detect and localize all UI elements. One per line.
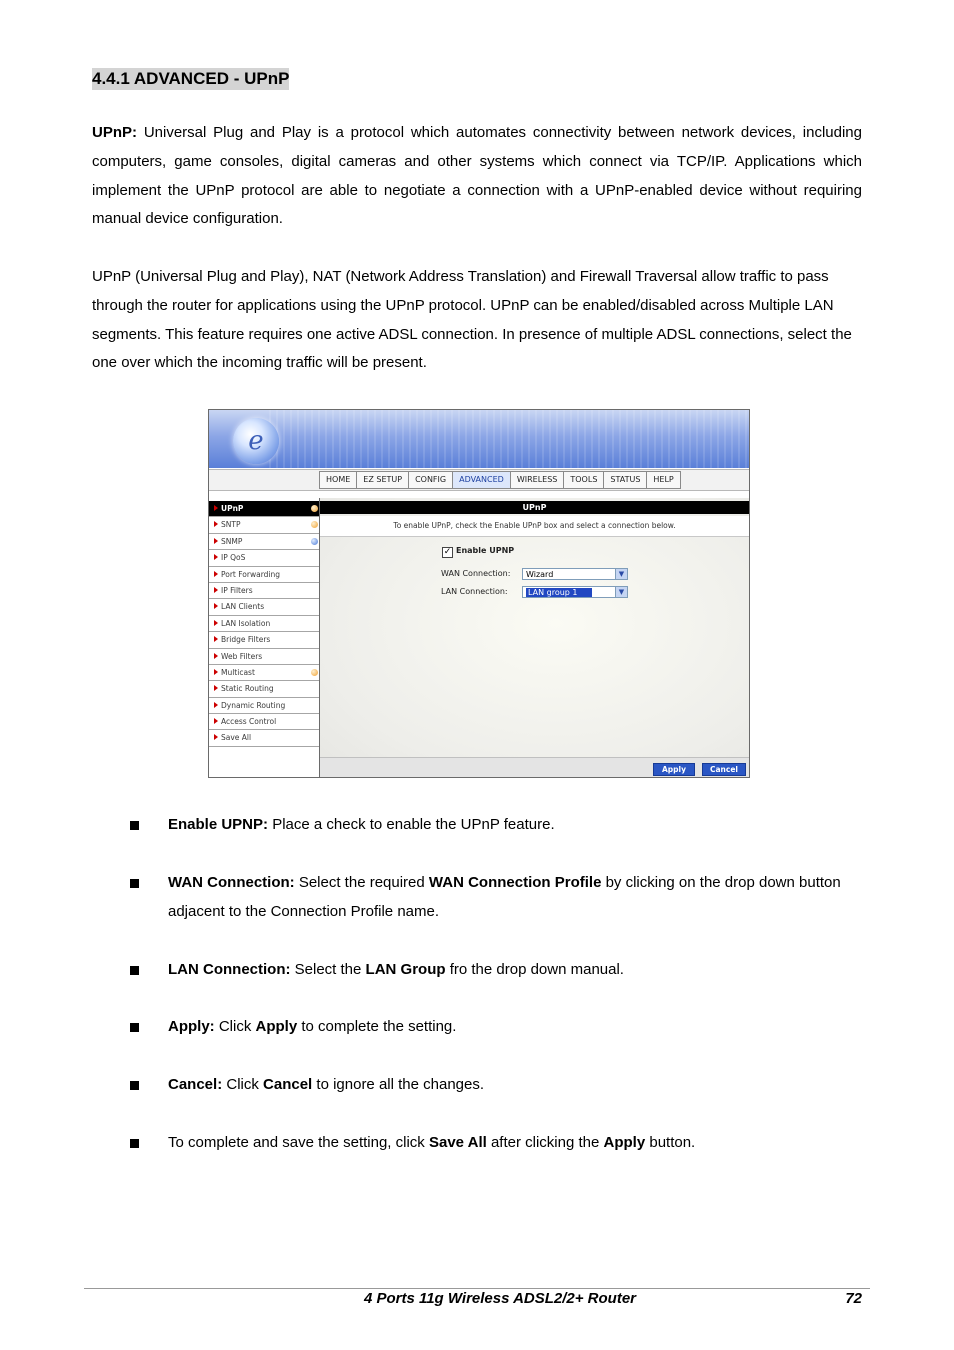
bullet-text: to complete the setting. [297, 1018, 457, 1035]
bullet-term: LAN Connection: [168, 961, 291, 978]
menu-item-upnp[interactable] [209, 501, 319, 517]
tab-wireless[interactable]: WIRELESS [510, 471, 565, 489]
menu-item-label: IP Filters [221, 585, 253, 595]
menu-item-lan-isolation[interactable] [209, 616, 319, 632]
status-dot-icon [311, 521, 318, 528]
menu-item-label: LAN Isolation [221, 618, 271, 628]
content-panel [320, 498, 749, 777]
menu-item-label: Multicast [221, 667, 255, 677]
menu-item-web-filters[interactable] [209, 649, 319, 665]
enable-upnp-checkbox[interactable]: ✓ [443, 547, 452, 557]
intro-paragraph [92, 119, 862, 234]
menu-item-label: Bridge Filters [221, 635, 271, 645]
lan-connection-value: LAN group 1 [526, 588, 592, 597]
bullet-item [168, 1013, 862, 1042]
apply-button[interactable]: Apply [653, 763, 695, 776]
arrow-right-icon [214, 521, 218, 527]
arrow-right-icon [214, 653, 218, 659]
bullet-term: Save All [428, 1134, 487, 1151]
bullet-term: Apply [603, 1134, 646, 1151]
bullet-term: Cancel: [168, 1076, 223, 1093]
bullet-square-icon [130, 966, 139, 975]
menu-item-ip-qos[interactable] [209, 550, 319, 566]
menu-item-label: Port Forwarding [221, 569, 281, 579]
left-menu [209, 498, 320, 777]
bullet-text: Select the [290, 961, 366, 978]
menu-item-snmp[interactable] [209, 534, 319, 550]
chevron-down-icon: ▼ [615, 587, 627, 597]
intro-text: Universal Plug and Play is a protocol which automates connectivity between network devices, including computers, game consoles, digital cameras and other systems which connect via TCP/IP. Applications which implement the UPnP protocol are able to negotiate a connection with a UPnP-enabled device without requiring manual device configuration. [92, 124, 862, 228]
menu-item-sntp[interactable] [209, 517, 319, 533]
panel-instruction: To enable UPnP, check the Enable UPnP box and select a connection below. [320, 516, 749, 537]
status-dot-icon [311, 669, 318, 676]
bullet-text: Click [222, 1076, 264, 1093]
bullet-term: Enable UPNP: [168, 816, 269, 833]
menu-item-label: Access Control [221, 717, 277, 727]
menu-item-label: Dynamic Routing [221, 700, 286, 710]
footer-title: 4 Ports 11g Wireless ADSL2/2+ Router [363, 1290, 637, 1307]
menu-item-multicast[interactable] [209, 665, 319, 681]
chevron-down-icon: ▼ [615, 569, 627, 579]
arrow-right-icon [214, 734, 218, 740]
bullet-term: Apply [255, 1018, 298, 1035]
tab-home[interactable]: HOME [319, 471, 357, 489]
bullet-text: fro the drop down manual. [445, 961, 624, 978]
arrow-right-icon [214, 685, 218, 691]
arrow-right-icon [214, 620, 218, 626]
menu-item-lan-clients[interactable] [209, 599, 319, 615]
arrow-right-icon [214, 571, 218, 577]
wan-connection-select[interactable] [522, 568, 628, 580]
bullet-text: Click [214, 1018, 256, 1035]
top-nav [209, 469, 749, 491]
arrow-right-icon [214, 669, 218, 675]
wan-connection-value: Wizard [526, 570, 554, 579]
arrow-right-icon [214, 587, 218, 593]
router-screenshot [208, 409, 750, 778]
bullet-square-icon [130, 1023, 139, 1032]
menu-item-bridge-filters[interactable] [209, 632, 319, 648]
menu-item-label: Save All [221, 733, 252, 743]
arrow-right-icon [214, 636, 218, 642]
bullet-item [168, 956, 862, 985]
lan-connection-select[interactable] [522, 586, 628, 598]
menu-item-dynamic-routing[interactable] [209, 698, 319, 714]
bullet-term: Cancel [263, 1076, 313, 1093]
bullet-square-icon [130, 1081, 139, 1090]
section-title: 4.4.1 ADVANCED - UPnP [92, 69, 290, 88]
tab-advanced[interactable]: ADVANCED [452, 471, 511, 489]
footer-rule [84, 1288, 870, 1289]
bullet-text: button. [645, 1134, 696, 1151]
bullet-text: Select the required [294, 874, 429, 891]
tab-tools[interactable]: TOOLS [563, 471, 604, 489]
bullet-term: WAN Connection Profile [428, 874, 602, 891]
bullet-term: WAN Connection: [168, 874, 295, 891]
menu-item-save-all[interactable] [209, 730, 319, 746]
bullet-text: to ignore all the changes. [312, 1076, 485, 1093]
arrow-right-icon [214, 718, 218, 724]
arrow-right-icon [214, 505, 218, 511]
menu-item-label: UPnP [221, 504, 244, 513]
menu-item-static-routing[interactable] [209, 681, 319, 697]
status-dot-icon [311, 538, 318, 545]
bullet-term: LAN Group [365, 961, 446, 978]
cancel-button[interactable]: Cancel [702, 763, 746, 776]
bullet-text: after clicking the [486, 1134, 604, 1151]
arrow-right-icon [214, 603, 218, 609]
menu-item-access-control[interactable] [209, 714, 319, 730]
bullet-square-icon [130, 879, 139, 888]
status-dot-icon [311, 505, 318, 512]
tab-config[interactable]: CONFIG [408, 471, 453, 489]
upnp-description: UPnP (Universal Plug and Play), NAT (Network Address Translation) and Firewall Traversal allow traffic to pass through the router for applications using the UPnP protocol. UPnP can be enabled/disabled across Multiple LAN segments. This feature requires one active ADSL connection. In presence of multiple ADSL connections, select the one over which the incoming traffic will be present. [92, 268, 852, 372]
menu-item-label: IP QoS [221, 553, 246, 563]
arrow-right-icon [214, 554, 218, 560]
menu-item-ip-filters[interactable] [209, 583, 319, 599]
action-bar [320, 757, 749, 778]
arrow-right-icon [214, 538, 218, 544]
menu-item-label: SNMP [221, 536, 243, 546]
menu-item-label: Web Filters [221, 651, 263, 661]
menu-item-port-forwarding[interactable] [209, 567, 319, 583]
panel-header: UPnP [320, 501, 749, 514]
bullet-square-icon [130, 1139, 139, 1148]
bullet-item [168, 811, 862, 840]
bullet-square-icon [130, 821, 139, 830]
bullet-text: Place a check to enable the UPnP feature. [268, 816, 555, 833]
wan-connection-label: WAN Connection: [441, 569, 511, 578]
page-number: 72 [845, 1290, 862, 1307]
menu-item-label: Static Routing [221, 684, 274, 694]
bullet-text: by clicking on the drop down button adjacent to the Connection Profile name. [168, 874, 841, 920]
intro-term: UPnP: [92, 124, 137, 141]
lan-connection-label: LAN Connection: [441, 587, 508, 596]
menu-item-label: LAN Clients [221, 602, 265, 612]
menu-item-label: SNTP [221, 520, 241, 530]
tab-status[interactable]: STATUS [603, 471, 647, 489]
banner [209, 410, 749, 468]
tab-ez-setup[interactable]: EZ SETUP [356, 471, 409, 489]
enable-upnp-label: Enable UPNP [456, 546, 515, 555]
bullet-item [168, 869, 862, 927]
arrow-right-icon [214, 702, 218, 708]
tab-help[interactable]: HELP [646, 471, 680, 489]
brand-logo: e [233, 418, 279, 464]
bullet-term: Apply: [168, 1018, 215, 1035]
bullet-item [168, 1071, 862, 1100]
bullet-text: To complete and save the setting, click [168, 1134, 429, 1151]
bullet-item [168, 1129, 862, 1158]
